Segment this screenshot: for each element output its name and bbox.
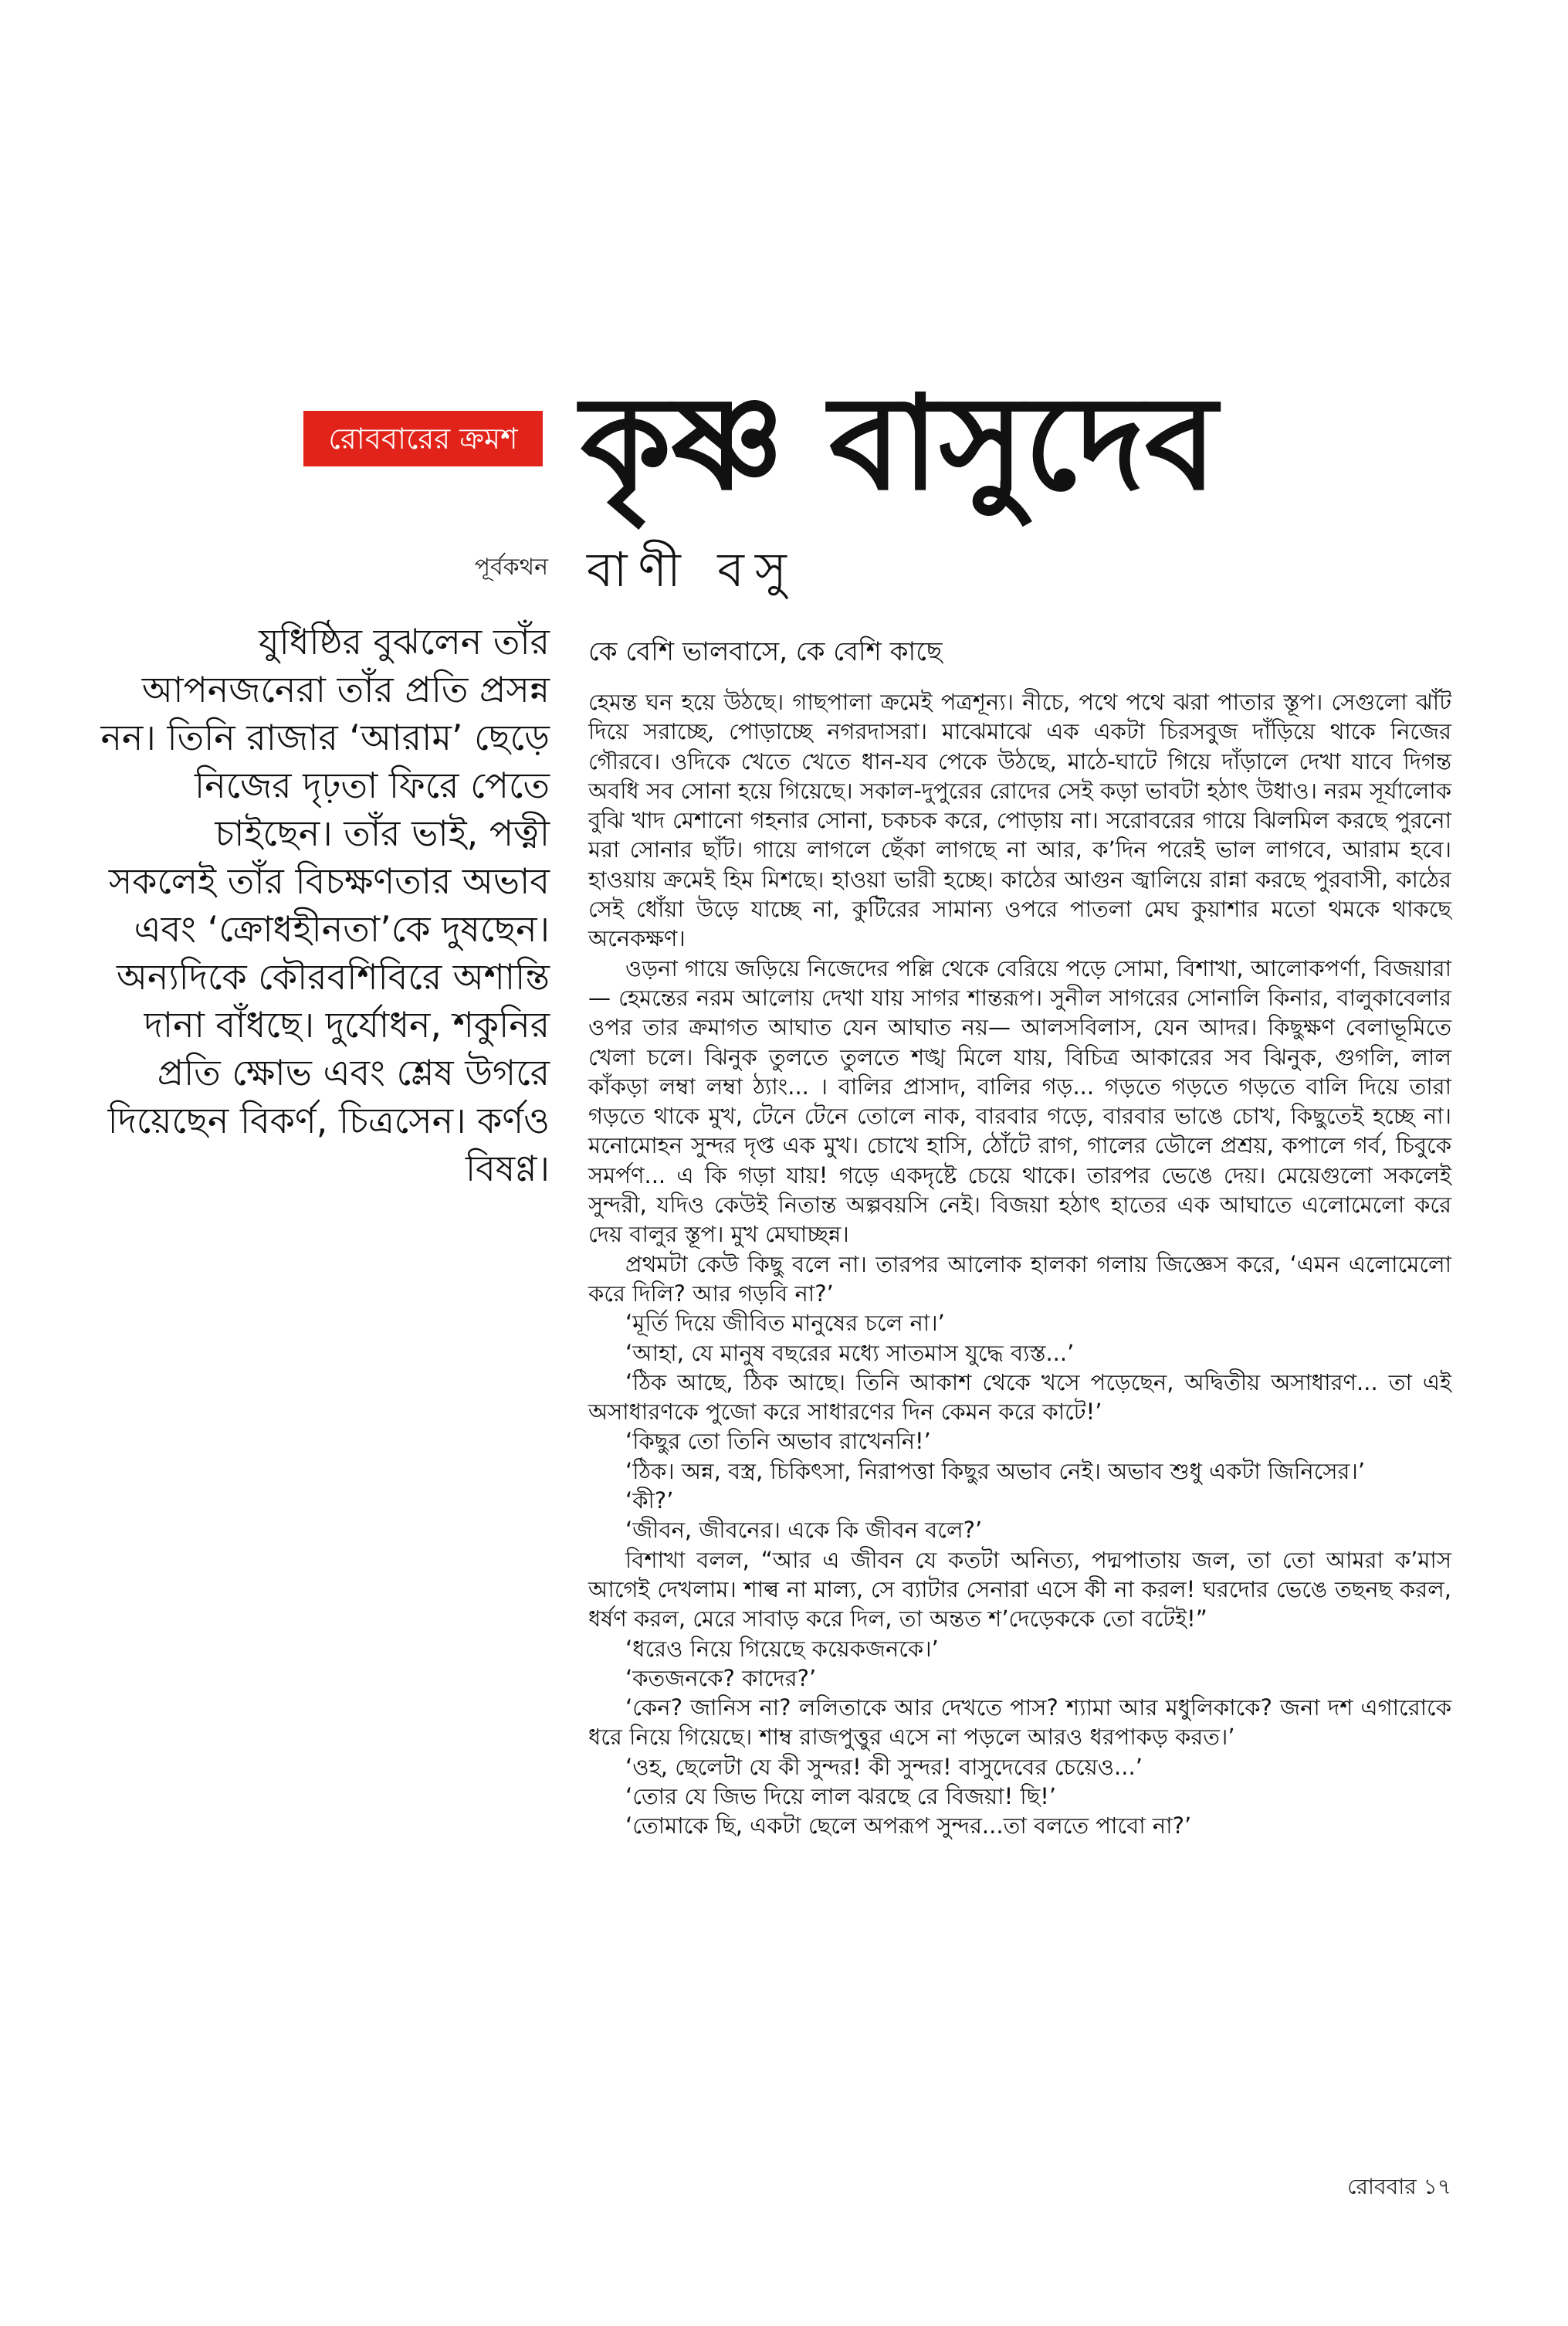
dialogue-line: ‘তোর যে জিভ দিয়ে লাল ঝরছে রে বিজয়া! ছি!’: [625, 1782, 1057, 1809]
series-label-badge: রোববারের ক্রমশ: [303, 411, 543, 466]
dialogue-line: ‘কতজনকে? কাদের?’: [625, 1664, 817, 1691]
dialogue-line: ‘কী?’: [625, 1487, 674, 1514]
dialogue-line: ‘ঠিক। অন্ন, বস্ত্র, চিকিৎসা, নিরাপত্তা কিছুর অভাব নেই। অভাব শুধু একটা জিনিসের।’: [625, 1457, 1366, 1484]
page-folio: রোববার ১৭: [1347, 2174, 1451, 2199]
body-paragraph: প্রথমটা কেউ কিছু বলে না। তারপর আলোক হালকা গলায় জিজ্ঞেস করে, ‘এমন এলোমেলো করে দিলি? আর গড়বি না?’: [588, 1250, 1451, 1307]
dialogue-line: ‘ওহ, ছেলেটা যে কী সুন্দর! কী সুন্দর! বাসুদেবের চেয়েও...’: [625, 1753, 1143, 1780]
dialogue-line: ‘কিছুর তো তিনি অভাব রাখেননি!’: [625, 1428, 931, 1455]
dialogue-line: ‘মূর্তি দিয়ে জীবিত মানুষের চলে না।’: [625, 1310, 945, 1337]
previous-summary-text: যুধিষ্ঠির বুঝলেন তাঁর আপনজনেরা তাঁর প্রতি প্রসন্ন নন। তিনি রাজার ‘আরাম’ ছেড়ে নিজের দৃঢ়তা ফিরে পেতে চাইছেন। তাঁর ভাই, পত্নী সকলেই তাঁর বিচক্ষণতার অভাব এবং ‘ক্রোধহীনতা’কে দুষছেন। অন্যদিকে কৌরবশিবিরে অশান্তি দানা বাঁধছে। দুর্যোধন, শকুনির প্রতি ক্ষোভ এবং শ্লেষ উগরে দিয়েছেন বিকর্ণ, চিত্রসেন। কর্ণও বিষণ্ণ।: [100, 621, 550, 1189]
dialogue-line: ‘আহা, যে মানুষ বছরের মধ্যে সাতমাস যুদ্ধে ব্যস্ত...’: [625, 1339, 1075, 1366]
dialogue-line: ‘কেন? জানিস না? ললিতাকে আর দেখতে পাস? শ্যামা আর মধুলিকাকে? জনা দশ এগারোকে ধরে নিয়ে গিয়েছে। শাম্ব রাজপুত্তুর এসে না পড়লে আরও ধরপাকড় করত।’: [588, 1694, 1451, 1751]
previous-summary-label: পূর্বকথন: [474, 554, 548, 581]
body-paragraph: হেমন্ত ঘন হয়ে উঠছে। গাছপালা ক্রমেই পত্রশূন্য। নীচে, পথে পথে ঝরা পাতার স্তূপ। সেগুলো ঝাঁট দিয়ে সরাচ্ছে, পোড়াচ্ছে নগরদাসরা। মাঝেমাঝে এক একটা চিরসবুজ দাঁড়িয়ে থাকে নিজের গৌরবে। ওদিকে খেতে খেতে ধান-যব পেকে উঠছে, মাঠে-ঘাটে গিয়ে দাঁড়ালে দেখা যাবে দিগন্ত অবধি সব সোনা হয়ে গিয়েছে। সকাল-দুপুরের রোদের সেই কড়া ভাবটা হঠাৎ উধাও। নরম সূর্যালোক বুঝি খাদ মেশানো গহনার সোনা, চকচক করে, পোড়ায় না। সরোবরের গায়ে ঝিলমিল করছে পুরনো মরা সোনার ছাঁট। গায়ে লাগলে ছেঁকা লাগছে না আর, ক’দিন পরেই ভাল লাগবে, আরাম হবে। হাওয়ায় ক্রমেই হিম মিশছে। হাওয়া ভারী হচ্ছে। কাঠের আগুন জ্বালিয়ে রান্না করছে পুরবাসী, কাঠের সেই ধোঁয়া উড়ে যাচ্ছে না, কুটিরের সামান্য ওপরে পাতলা মেঘ কুয়াশার মতো থমকে থাকছে অনেকক্ষণ।: [588, 689, 1451, 952]
dialogue-line: ‘ধরেও নিয়ে গিয়েছে কয়েকজনকে।’: [625, 1635, 939, 1662]
chapter-subtitle: কে বেশি ভালবাসে, কে বেশি কাছে: [588, 636, 943, 667]
dialogue-line: ‘জীবন, জীবনের। একে কি জীবন বলে?’: [625, 1517, 983, 1544]
author-name: বাণী বসু: [587, 541, 798, 598]
body-paragraph: বিশাখা বলল, “আর এ জীবন যে কতটা অনিত্য, পদ্মপাতায় জল, তা তো আমরা ক’মাস আগেই দেখলাম। শাল্ব না মাল্য, সে ব্যাটার সেনারা এসে কী না করল! ঘরদোর ভেঙে তছনছ করল, ধর্ষণ করল, মেরে সাবাড় করে দিল, তা অন্তত শ’দেড়েককে তো বটেই!”: [588, 1546, 1451, 1633]
dialogue-line: ‘তোমাকে ছি, একটা ছেলে অপরূপ সুন্দর...তা বলতে পাবো না?’: [625, 1812, 1192, 1839]
story-title: কৃষ্ণ বাসুদেব: [581, 366, 1217, 519]
story-body: [588, 687, 1451, 1841]
dialogue-line: ‘ঠিক আছে, ঠিক আছে। তিনি আকাশ থেকে খসে পড়েছেন, অদ্বিতীয় অসাধারণ... তা এই অসাধারণকে পুজো করে সাধারণের দিন কেমন করে কাটে!’: [588, 1368, 1451, 1426]
body-paragraph: ওড়না গায়ে জড়িয়ে নিজেদের পল্লি থেকে বেরিয়ে পড়ে সোমা, বিশাখা, আলোকপর্ণা, বিজয়ারা— হেমন্তের নরম আলোয় দেখা যায় সাগর শান্তরূপ। সুনীল সাগরের সোনালি কিনার, বালুকাবেলার ওপর তার ক্রমাগত আঘাত যেন আঘাত নয়— আলসবিলাস, যেন আদর। কিছুক্ষণ বেলাভূমিতে খেলা চলে। ঝিনুক তুলতে তুলতে শঙ্খ মিলে যায়, বিচিত্র আকারের সব ঝিনুক, গুগলি, লাল কাঁকড়া লম্বা লম্বা ঠ্যাং... । বালির প্রাসাদ, বালির গড়... গড়তে গড়তে গড়তে বালি দিয়ে তারা গড়তে থাকে মুখ, টেনে টেনে তোলে নাক, বারবার গড়ে, বারবার ভাঙে চোখ, কিছুতেই হচ্ছে না। মনোমোহন সুন্দর দৃপ্ত এক মুখ। চোখে হাসি, ঠোঁটে রাগ, গালের ডৌলে প্রশ্রয়, কপালে গর্ব, চিবুকে সমর্পণ... এ কি গড়া যায়! গড়ে একদৃষ্টে চেয়ে থাকে। তারপর ভেঙে দেয়। মেয়েগুলো সকলেই সুন্দরী, যদিও কেউই নিতান্ত অল্পবয়সি নেই। বিজয়া হঠাৎ হাতের এক আঘাতে এলোমেলো করে দেয় বালুর স্তূপ। মুখ মেঘাচ্ছন্ন।: [588, 954, 1451, 1248]
